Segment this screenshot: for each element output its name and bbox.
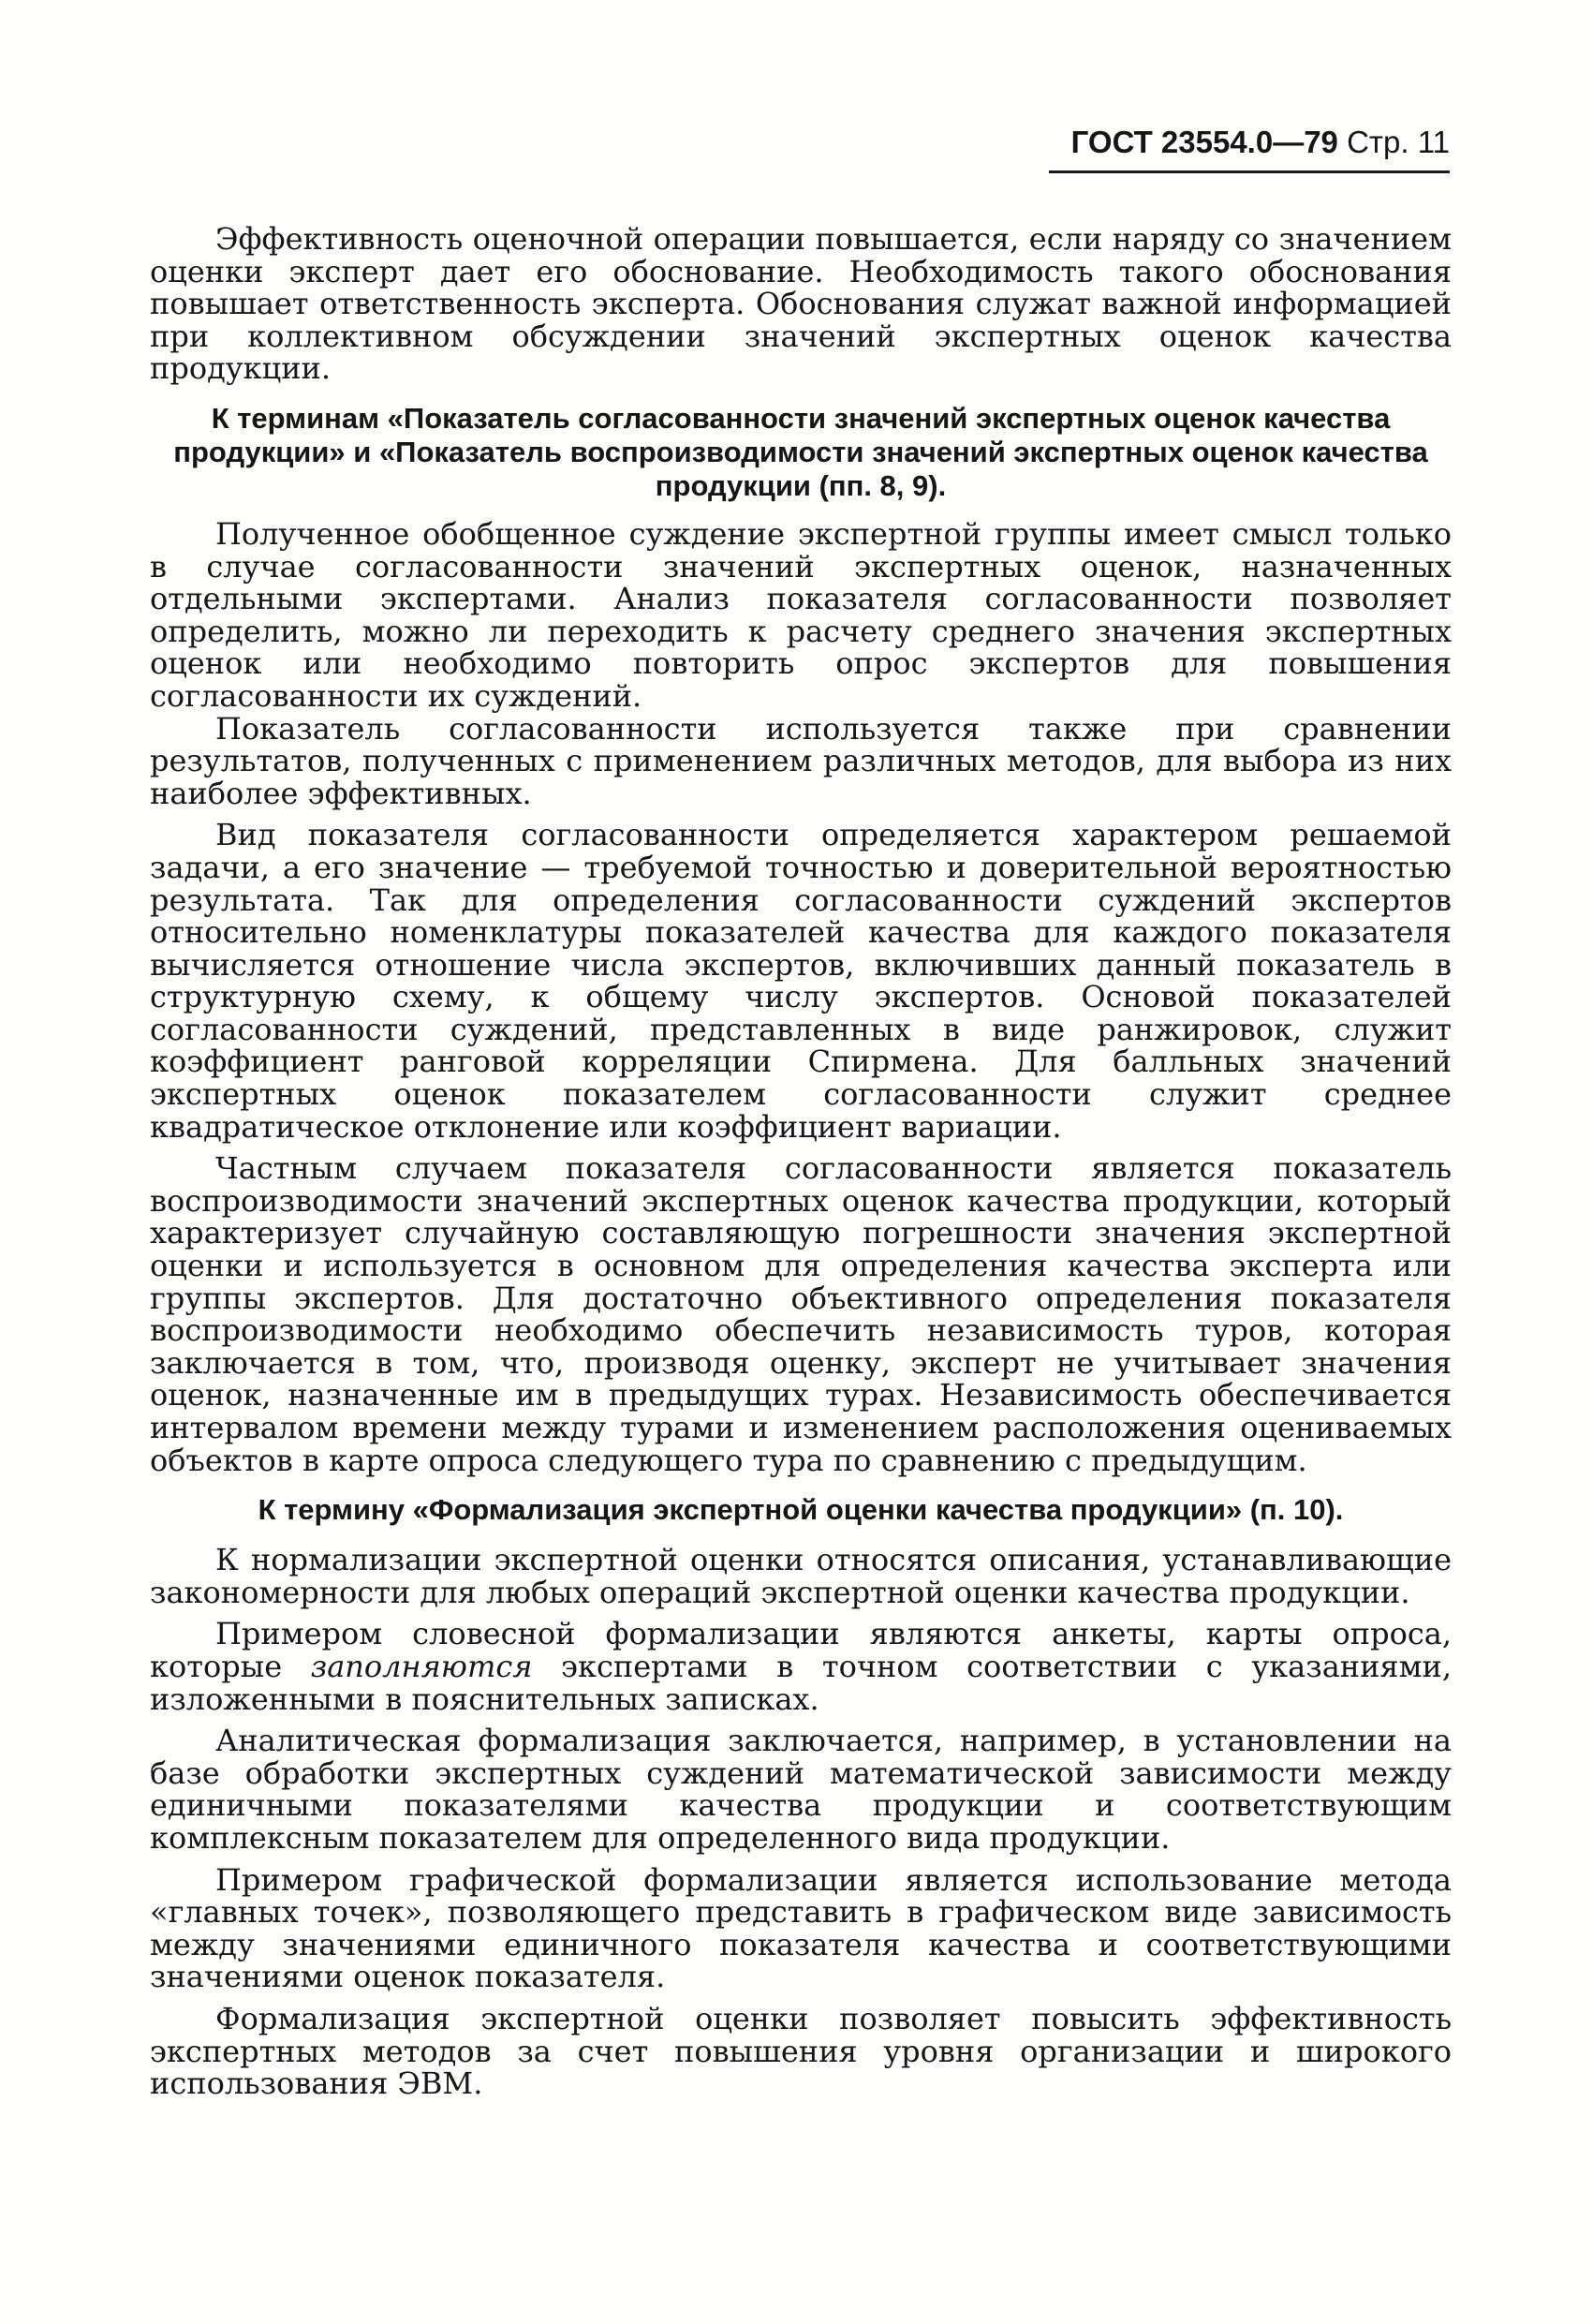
- paragraph: Аналитическая формализация заключается, например, в установлении на базе обработки экспертных суждений математической зависимости между единичными показателями качества продукции и соответствующим комплексным показателем для определенного вида продукции.: [150, 1723, 1452, 1856]
- section-heading: К терминам «Показатель согласованности значений экспертных оценок качества продукции» и «Показатель воспроизводимости значений экспертных оценок качества продукции (пп. 8, 9).: [173, 401, 1428, 502]
- section-heading: К термину «Формализация экспертной оценки качества продукции» (п. 10).: [258, 1493, 1344, 1527]
- page-number: Стр. 11: [1347, 125, 1450, 159]
- paragraph: К нормализации экспертной оценки относятся описания, устанавливающие закономерности для любых операций экспертной оценки качества продукции.: [150, 1542, 1452, 1610]
- paragraph: Показатель согласованности используется также при сравнении результатов, полученных с применением различных методов, для выбора из них наиболее эффективных.: [150, 710, 1452, 811]
- document-body: [150, 223, 1452, 2100]
- paragraph: Формализация экспертной оценки позволяет повысить эффективность экспертных методов за счет повышения уровня организации и широкого использования ЭВМ.: [150, 2000, 1452, 2102]
- paragraph: Частным случаем показателя согласованности является показатель воспроизводимости значений экспертных оценок качества продукции, который характеризует случайную составляющую погрешности значения экспертной оценки и используется в основном для определения качества эксперта или группы экспертов. Для достаточно объективного определения показателя воспроизводимости необходимо обеспечить независимость туров, которая заключается в том, что, производя оценку, эксперт не учитывает значения оценок, назначенные им в предыдущих турах. Независимость обеспечивается интервалом времени между турами и изменением расположения оцениваемых объектов в карте опроса следующего тура по сравнению с предыдущим.: [150, 1150, 1452, 1478]
- paragraph: [150, 1618, 1452, 1715]
- paragraph: Примером графической формализации является использование метода «главных точек», позволяющего представить в графическом виде зависимость между значениями единичного показателя качества и соответствующими значениями оценок показателя.: [150, 1861, 1452, 1995]
- paragraph: Вид показателя согласованности определяется характером решаемой задачи, а его значение — требуемой точностью и доверительной вероятностью результата. Так для определения согласованности суждений экспертов относительно номенклатуры показателей качества для каждого показателя вычисляется отношение числа экспертов, включивших данный показатель в структурную схему, к общему числу экспертов. Основой показателей согласованности суждений, представленных в виде ранжировок, служит коэффициент ранговой корреляции Спирмена. Для балльных значений экспертных оценок показателем согласованности служит среднее квадратическое отклонение или коэффициент вариации.: [150, 817, 1452, 1145]
- standard-number: ГОСТ 23554.0—79: [1070, 125, 1338, 159]
- page-header: [1049, 122, 1450, 173]
- paragraph: Полученное обобщенное суждение экспертной группы имеет смысл только в случае согласованности значений экспертных оценок, назначенных отдельными экспертами. Анализ показателя согласованности позволяет определить, можно ли переходить к расчету среднего значения экспертных оценок или необходимо повторить опрос экспертов для повышения согласованности их суждений.: [150, 515, 1452, 714]
- italic-word: заполняются: [310, 1648, 533, 1684]
- paragraph-text: Примером словесной формализации являются анкеты, карты опроса, которые: [150, 1616, 1452, 1684]
- paragraph-text: экспертами в точном соответствии с указаниями, изложенными в пояснительных записках.: [150, 1648, 1453, 1717]
- paragraph: Эффективность оценочной операции повышается, если наряду со значением оценки эксперт дает его обоснование. Необходимость такого обоснования повышает ответственность эксперта. Обоснования служат важной информацией при коллективном обсуждении значений экспертных оценок качества продукции.: [150, 221, 1452, 387]
